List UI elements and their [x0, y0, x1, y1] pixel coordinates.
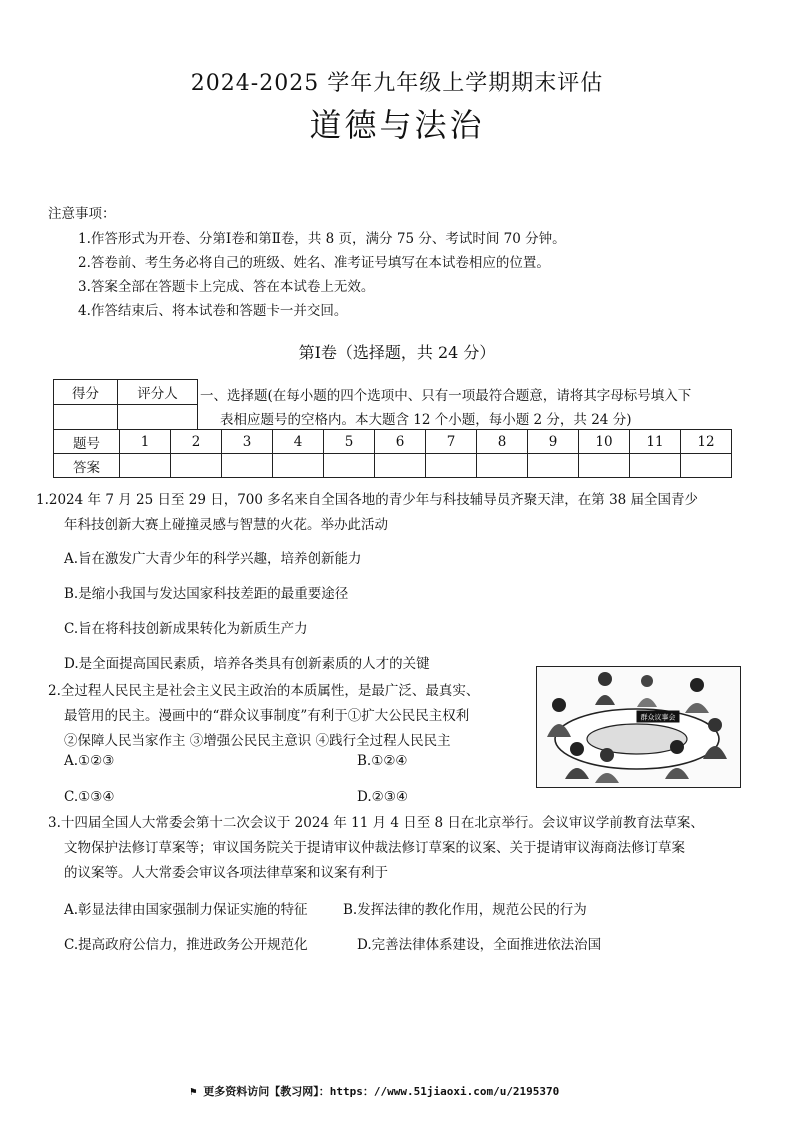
section-title: 第Ⅰ卷（选择题，共 24 分）: [298, 343, 496, 362]
q1-option-a: A.旨在激发广大青少年的科学兴趣，培养创新能力: [64, 551, 362, 567]
question-number: 5: [324, 430, 375, 454]
question-number: 3: [222, 430, 273, 454]
q1-option-d: D.是全面提高国民素质，培养各类具有创新素质的人才的关键: [64, 656, 430, 672]
note-item: 2.答卷前、考生务必将自己的班级、姓名、准考证号填写在本试卷相应的位置。: [78, 255, 550, 271]
q3-option-b: B.发挥法律的教化作用，规范公民的行为: [343, 902, 587, 918]
question-number: 8: [477, 430, 528, 454]
notes-heading: 注意事项：: [48, 206, 116, 222]
q3-stem-line2: 文物保护法修订草案等；审议国务院关于提请审议仲裁法修订草案的议案、关于提请审议海商法修订草案: [64, 840, 685, 856]
flag-icon: ⚑: [190, 1085, 204, 1098]
answer-cell[interactable]: [681, 454, 732, 478]
question-number: 6: [375, 430, 426, 454]
section-instruction-line2: 表相应题号的空格内。本大题含 12 个小题，每小题 2 分，共 24 分): [220, 412, 632, 428]
footer: [190, 1083, 559, 1099]
q2-option-a: A.①②③: [64, 753, 115, 769]
cartoon-sign-text: 群众议事会: [640, 713, 676, 722]
section-instruction-line1: 一、选择题(在每小题的四个选项中、只有一项最符合题意，请将其字母标号填入下: [200, 388, 692, 404]
answer-cell[interactable]: [222, 454, 273, 478]
q2-stem-line1: 2.全过程人民民主是社会主义民主政治的本质属性，是最广泛、最真实、: [48, 683, 480, 699]
answer-cell[interactable]: [477, 454, 528, 478]
score-label: 得分: [54, 380, 118, 405]
q2-option-c: C.①③④: [64, 789, 115, 805]
answer-cell[interactable]: [579, 454, 630, 478]
question-number: 2: [171, 430, 222, 454]
q3-stem-line3: 的议案等。人大常委会审议各项法律草案和议案有利于: [64, 865, 388, 881]
question-number: 1: [120, 430, 171, 454]
answer-table-answer-label: 答案: [54, 454, 120, 478]
answer-cell[interactable]: [171, 454, 222, 478]
q3-option-a: A.彰显法律由国家强制力保证实施的特征: [64, 902, 308, 918]
meeting-cartoon: [536, 666, 741, 788]
footer-link[interactable]: 更多资料访问【教习网】：https：//www.51jiaoxi.com/u/2195370: [203, 1085, 560, 1098]
q2-stem-line2: 最管用的民主。漫画中的“群众议事制度”有利于①扩大公民民主权利: [64, 708, 470, 724]
answer-cell[interactable]: [273, 454, 324, 478]
q3-option-d: D.完善法律体系建设，全面推进依法治国: [357, 937, 602, 953]
answer-cell[interactable]: [426, 454, 477, 478]
note-item: 3.答案全部在答题卡上完成、答在本试卷上无效。: [78, 279, 375, 295]
q2-stem-line3: ②保障人民当家作主 ③增强公民民主意识 ④践行全过程人民民主: [64, 733, 451, 749]
question-number: 4: [273, 430, 324, 454]
question-number: 10: [579, 430, 630, 454]
q1-option-c: C.旨在将科技创新成果转化为新质生产力: [64, 621, 308, 637]
meeting-cartoon-drawing: [537, 667, 740, 787]
answer-cell[interactable]: [120, 454, 171, 478]
note-item: 4.作答结束后、将本试卷和答题卡一并交回。: [78, 303, 348, 319]
score-cell[interactable]: [54, 405, 118, 430]
score-table: [53, 379, 198, 430]
grader-cell[interactable]: [118, 405, 198, 430]
question-number: 11: [630, 430, 681, 454]
q1-option-b: B.是缩小我国与发达国家科技差距的最重要途径: [64, 586, 349, 602]
answer-table: [53, 429, 732, 478]
answer-cell[interactable]: [375, 454, 426, 478]
answer-cell[interactable]: [324, 454, 375, 478]
exam-subject-title: 道德与法治: [309, 106, 485, 144]
question-number: 12: [681, 430, 732, 454]
q2-option-d: D.②③④: [357, 789, 408, 805]
answer-cell[interactable]: [630, 454, 681, 478]
note-item: 1.作答形式为开卷、分第Ⅰ卷和第Ⅱ卷，共 8 页，满分 75 分、考试时间 70 分钟。: [78, 231, 566, 247]
q2-option-b: B.①②④: [357, 753, 408, 769]
grader-label: 评分人: [118, 380, 198, 405]
question-number: 7: [426, 430, 477, 454]
q1-stem-line1: 1.2024 年 7 月 25 日至 29 日，700 多名来自全国各地的青少年与科技辅导员齐聚天津，在第 38 届全国青少: [36, 492, 699, 508]
exam-title-line1: 2024-2025 学年九年级上学期期末评估: [190, 71, 604, 96]
q3-stem-line1: 3.十四届全国人大常委会第十二次会议于 2024 年 11 月 4 日至 8 日在北京举行。会议审议学前教育法草案、: [48, 815, 704, 831]
question-number: 9: [528, 430, 579, 454]
answer-table-number-label: 题号: [54, 430, 120, 454]
q1-stem-line2: 年科技创新大赛上碰撞灵感与智慧的火花。举办此活动: [64, 517, 388, 533]
q3-option-c: C.提高政府公信力，推进政务公开规范化: [64, 937, 308, 953]
answer-cell[interactable]: [528, 454, 579, 478]
